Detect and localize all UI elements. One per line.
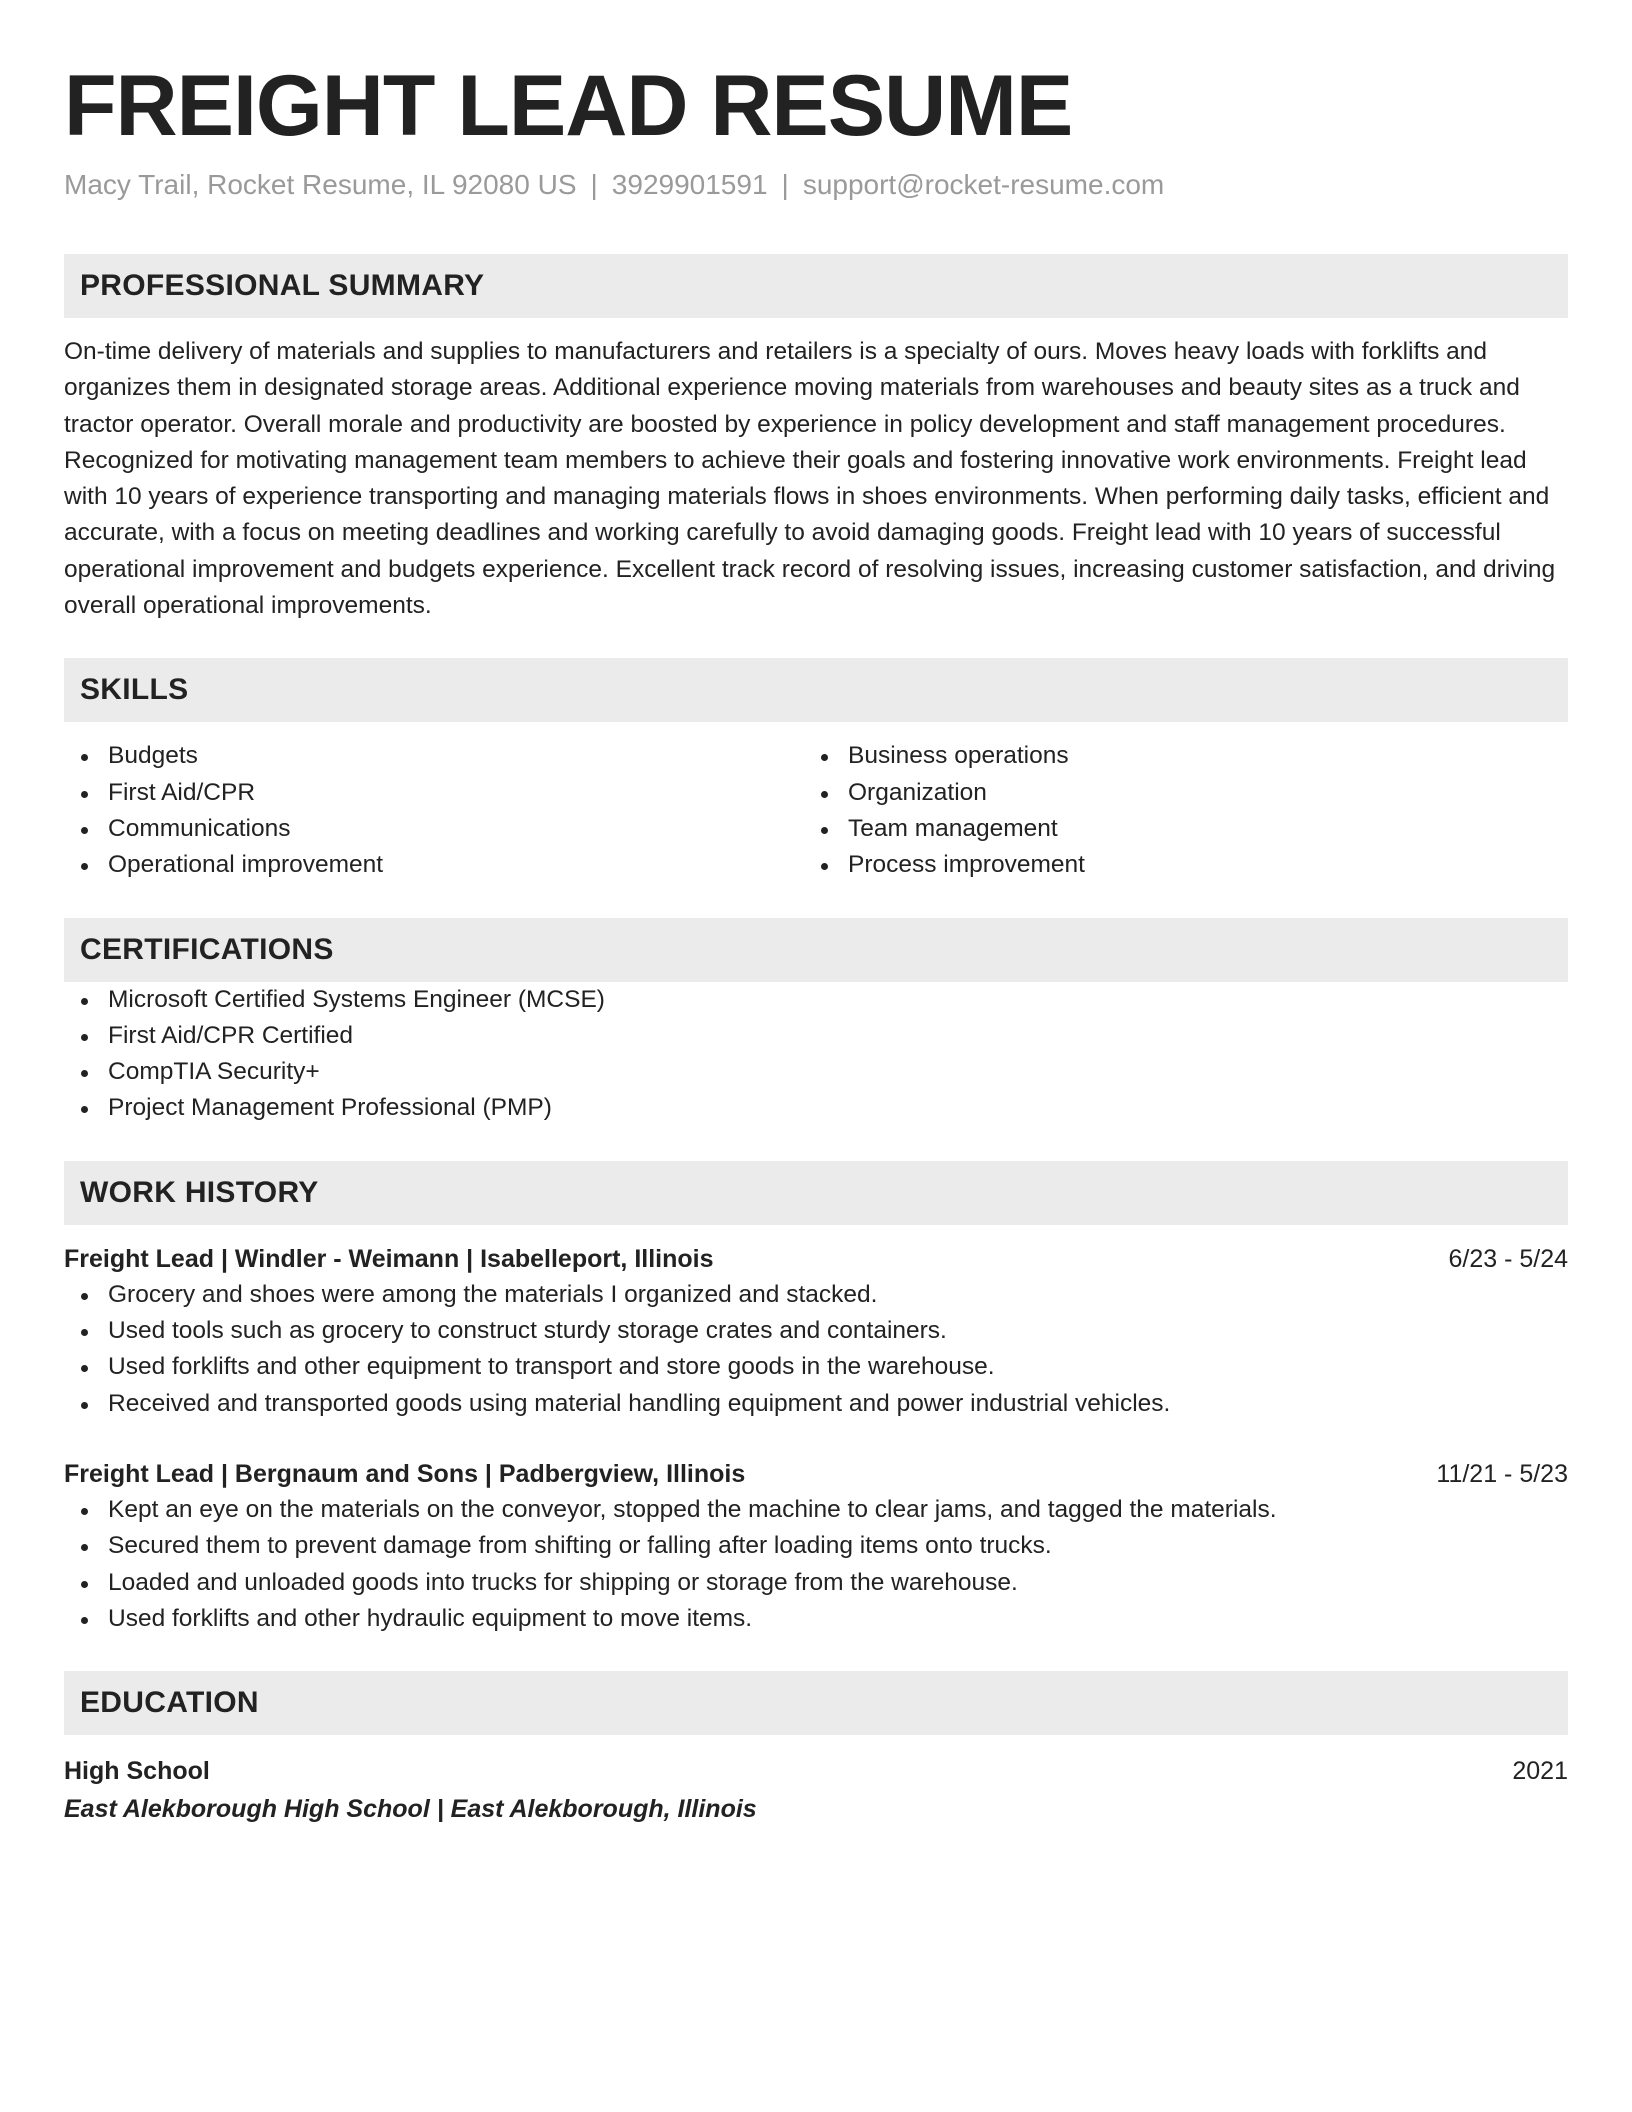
job-dates: 6/23 - 5/24 [1448, 1244, 1568, 1273]
job-title: Freight Lead | Bergnaum and Sons | Padbergview, Illinois [64, 1459, 746, 1488]
job-entry [64, 1456, 1568, 1637]
job-bullet: Kept an eye on the materials on the conveyor, stopped the machine to clear jams, and tagged the materials. [64, 1492, 1568, 1528]
summary-section [64, 254, 1568, 624]
job-bullet: Used forklifts and other hydraulic equipment to move items. [64, 1601, 1568, 1637]
contact-line [64, 168, 1568, 202]
job-bullet: Loaded and unloaded goods into trucks for shipping or storage from the warehouse. [64, 1565, 1568, 1601]
work-history-heading: WORK HISTORY [64, 1161, 1568, 1225]
certification-item: Microsoft Certified Systems Engineer (MCSE) [64, 982, 1568, 1018]
education-section [64, 1671, 1568, 1829]
job-dates: 11/21 - 5/23 [1436, 1459, 1568, 1488]
education-heading: EDUCATION [64, 1671, 1568, 1735]
job-title: Freight Lead | Windler - Weimann | Isabelleport, Illinois [64, 1244, 714, 1273]
skill-item: Communications [64, 811, 804, 847]
certification-item: Project Management Professional (PMP) [64, 1090, 1568, 1126]
skill-item: First Aid/CPR [64, 775, 804, 811]
education-degree: High School [64, 1757, 210, 1786]
contact-separator: | [781, 169, 789, 200]
certifications-heading: CERTIFICATIONS [64, 918, 1568, 982]
contact-phone: 3929901591 [611, 169, 768, 200]
skills-column-right [804, 738, 1544, 883]
skills-grid [64, 738, 1568, 883]
job-bullets [64, 1492, 1568, 1637]
contact-address: Macy Trail, Rocket Resume, IL 92080 US [64, 169, 577, 200]
job-bullet: Secured them to prevent damage from shifting or falling after loading items onto trucks. [64, 1528, 1568, 1564]
skill-item: Budgets [64, 738, 804, 774]
job-header [64, 1456, 1568, 1492]
job-bullet: Used forklifts and other equipment to transport and store goods in the warehouse. [64, 1349, 1568, 1385]
job-header [64, 1241, 1568, 1277]
work-history-section [64, 1161, 1568, 1637]
skill-item: Process improvement [804, 847, 1544, 883]
certifications-list [64, 982, 1568, 1127]
education-school: East Alekborough High School | East Alekborough, Illinois [64, 1795, 757, 1824]
skills-heading: SKILLS [64, 658, 1568, 722]
job-bullets [64, 1277, 1568, 1422]
job-bullet: Grocery and shoes were among the materials I organized and stacked. [64, 1277, 1568, 1313]
contact-separator: | [590, 169, 598, 200]
skill-item: Operational improvement [64, 847, 804, 883]
job-bullet: Used tools such as grocery to construct sturdy storage crates and containers. [64, 1313, 1568, 1349]
certification-item: CompTIA Security+ [64, 1054, 1568, 1090]
certifications-section [64, 918, 1568, 1127]
skills-section [64, 658, 1568, 883]
skills-column-left [64, 738, 804, 883]
education-year: 2021 [1512, 1757, 1568, 1786]
skill-item: Organization [804, 775, 1544, 811]
education-header [64, 1753, 1568, 1789]
skill-item: Team management [804, 811, 1544, 847]
skill-item: Business operations [804, 738, 1544, 774]
resume-title: FREIGHT LEAD RESUME [64, 58, 1073, 154]
summary-text: On-time delivery of materials and supplies to manufacturers and retailers is a specialty of ours. Moves heavy loads with forklifts and organizes them in designated storage areas. Additional experience moving materials from warehouses and beauty sites as a truck and tractor operator. Overall morale and productivity are boosted by experience in policy development and staff management procedures. Recognized for motivating management team members to achieve their goals and fostering innovative work environments. Freight lead with 10 years of experience transporting and managing materials flows in shoes environments. When performing daily tasks, efficient and accurate, with a focus on meeting deadlines and working carefully to avoid damaging goods. Freight lead with 10 years of successful operational improvement and budgets experience. Excellent track record of resolving issues, increasing customer satisfaction, and driving overall operational improvements. [64, 338, 1556, 620]
job-entry [64, 1241, 1568, 1422]
job-bullet: Received and transported goods using material handling equipment and power industrial vehicles. [64, 1386, 1568, 1422]
summary-heading: PROFESSIONAL SUMMARY [64, 254, 1568, 318]
certification-item: First Aid/CPR Certified [64, 1018, 1568, 1054]
contact-email: support@rocket-resume.com [802, 169, 1165, 200]
